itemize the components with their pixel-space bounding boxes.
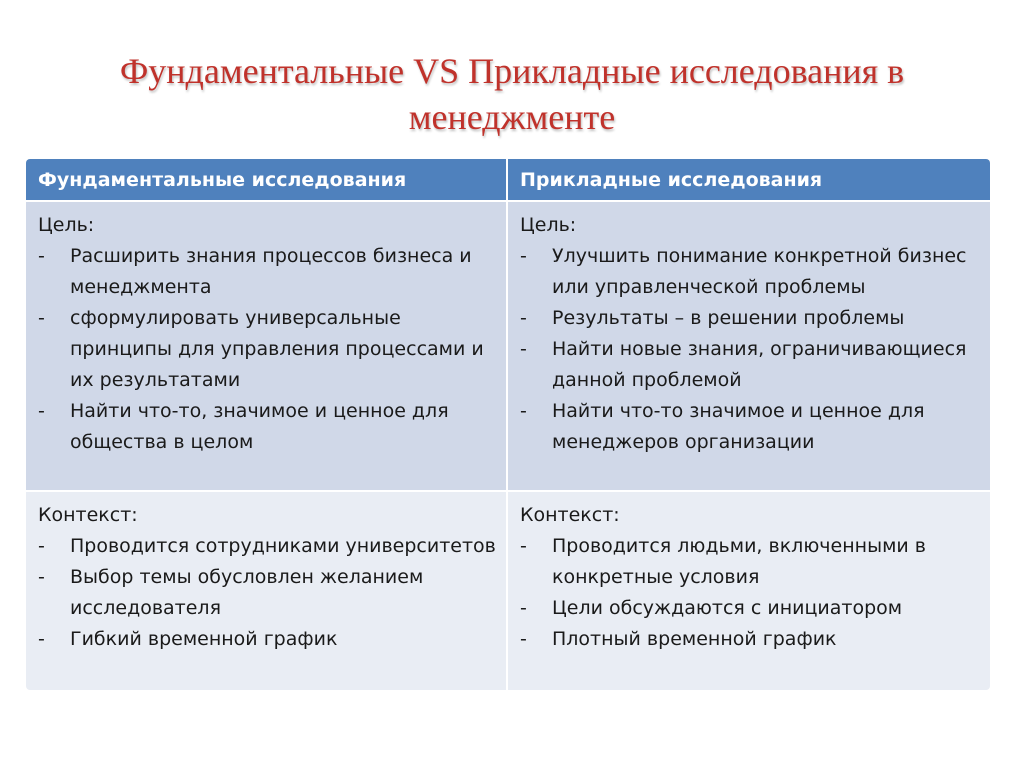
list-item: - Найти что-то, значимое и ценное для общества в целом — [38, 396, 496, 458]
goal-list-applied — [520, 241, 980, 458]
goal-cell-fundamental — [26, 201, 507, 491]
list-item: - Результаты – в решении проблемы — [520, 303, 980, 334]
goal-list-fundamental — [38, 241, 496, 458]
header-fundamental: Фундаментальные исследования — [26, 159, 507, 201]
list-item: - Найти новые знания, ограничивающиеся данной проблемой — [520, 334, 980, 396]
context-label-fundamental: Контекст: — [38, 504, 138, 526]
list-item: - Проводится сотрудниками университетов — [38, 531, 496, 562]
list-item: - Улучшить понимание конкретной бизнес или управленческой проблемы — [520, 241, 980, 303]
slide-title: Фундаментальные VS Прикладные исследования в менеджменте — [119, 51, 905, 137]
context-list-fundamental — [38, 531, 496, 655]
goal-label-applied: Цель: — [520, 214, 577, 236]
list-item: - Найти что-то значимое и ценное для менеджеров организации — [520, 396, 980, 458]
list-item: - Расширить знания процессов бизнеса и менеджмента — [38, 241, 496, 303]
list-item: - Цели обсуждаются с инициатором — [520, 593, 980, 624]
goal-row — [26, 201, 990, 491]
comparison-table — [26, 159, 990, 690]
goal-label-fundamental: Цель: — [38, 214, 95, 236]
list-item: - Гибкий временной график — [38, 624, 496, 655]
context-label-applied: Контекст: — [520, 504, 620, 526]
list-item: - Выбор темы обусловлен желанием исследователя — [38, 562, 496, 624]
context-row — [26, 491, 990, 690]
list-item: - Плотный временной график — [520, 624, 980, 655]
goal-cell-applied — [507, 201, 990, 491]
list-item: - сформулировать универсальные принципы для управления процессами и их результатами — [38, 303, 496, 396]
context-cell-fundamental — [26, 491, 507, 690]
context-list-applied — [520, 531, 980, 655]
header-applied: Прикладные исследования — [507, 159, 990, 201]
context-cell-applied — [507, 491, 990, 690]
header-row — [26, 159, 990, 201]
list-item: - Проводится людьми, включенными в конкретные условия — [520, 531, 980, 593]
